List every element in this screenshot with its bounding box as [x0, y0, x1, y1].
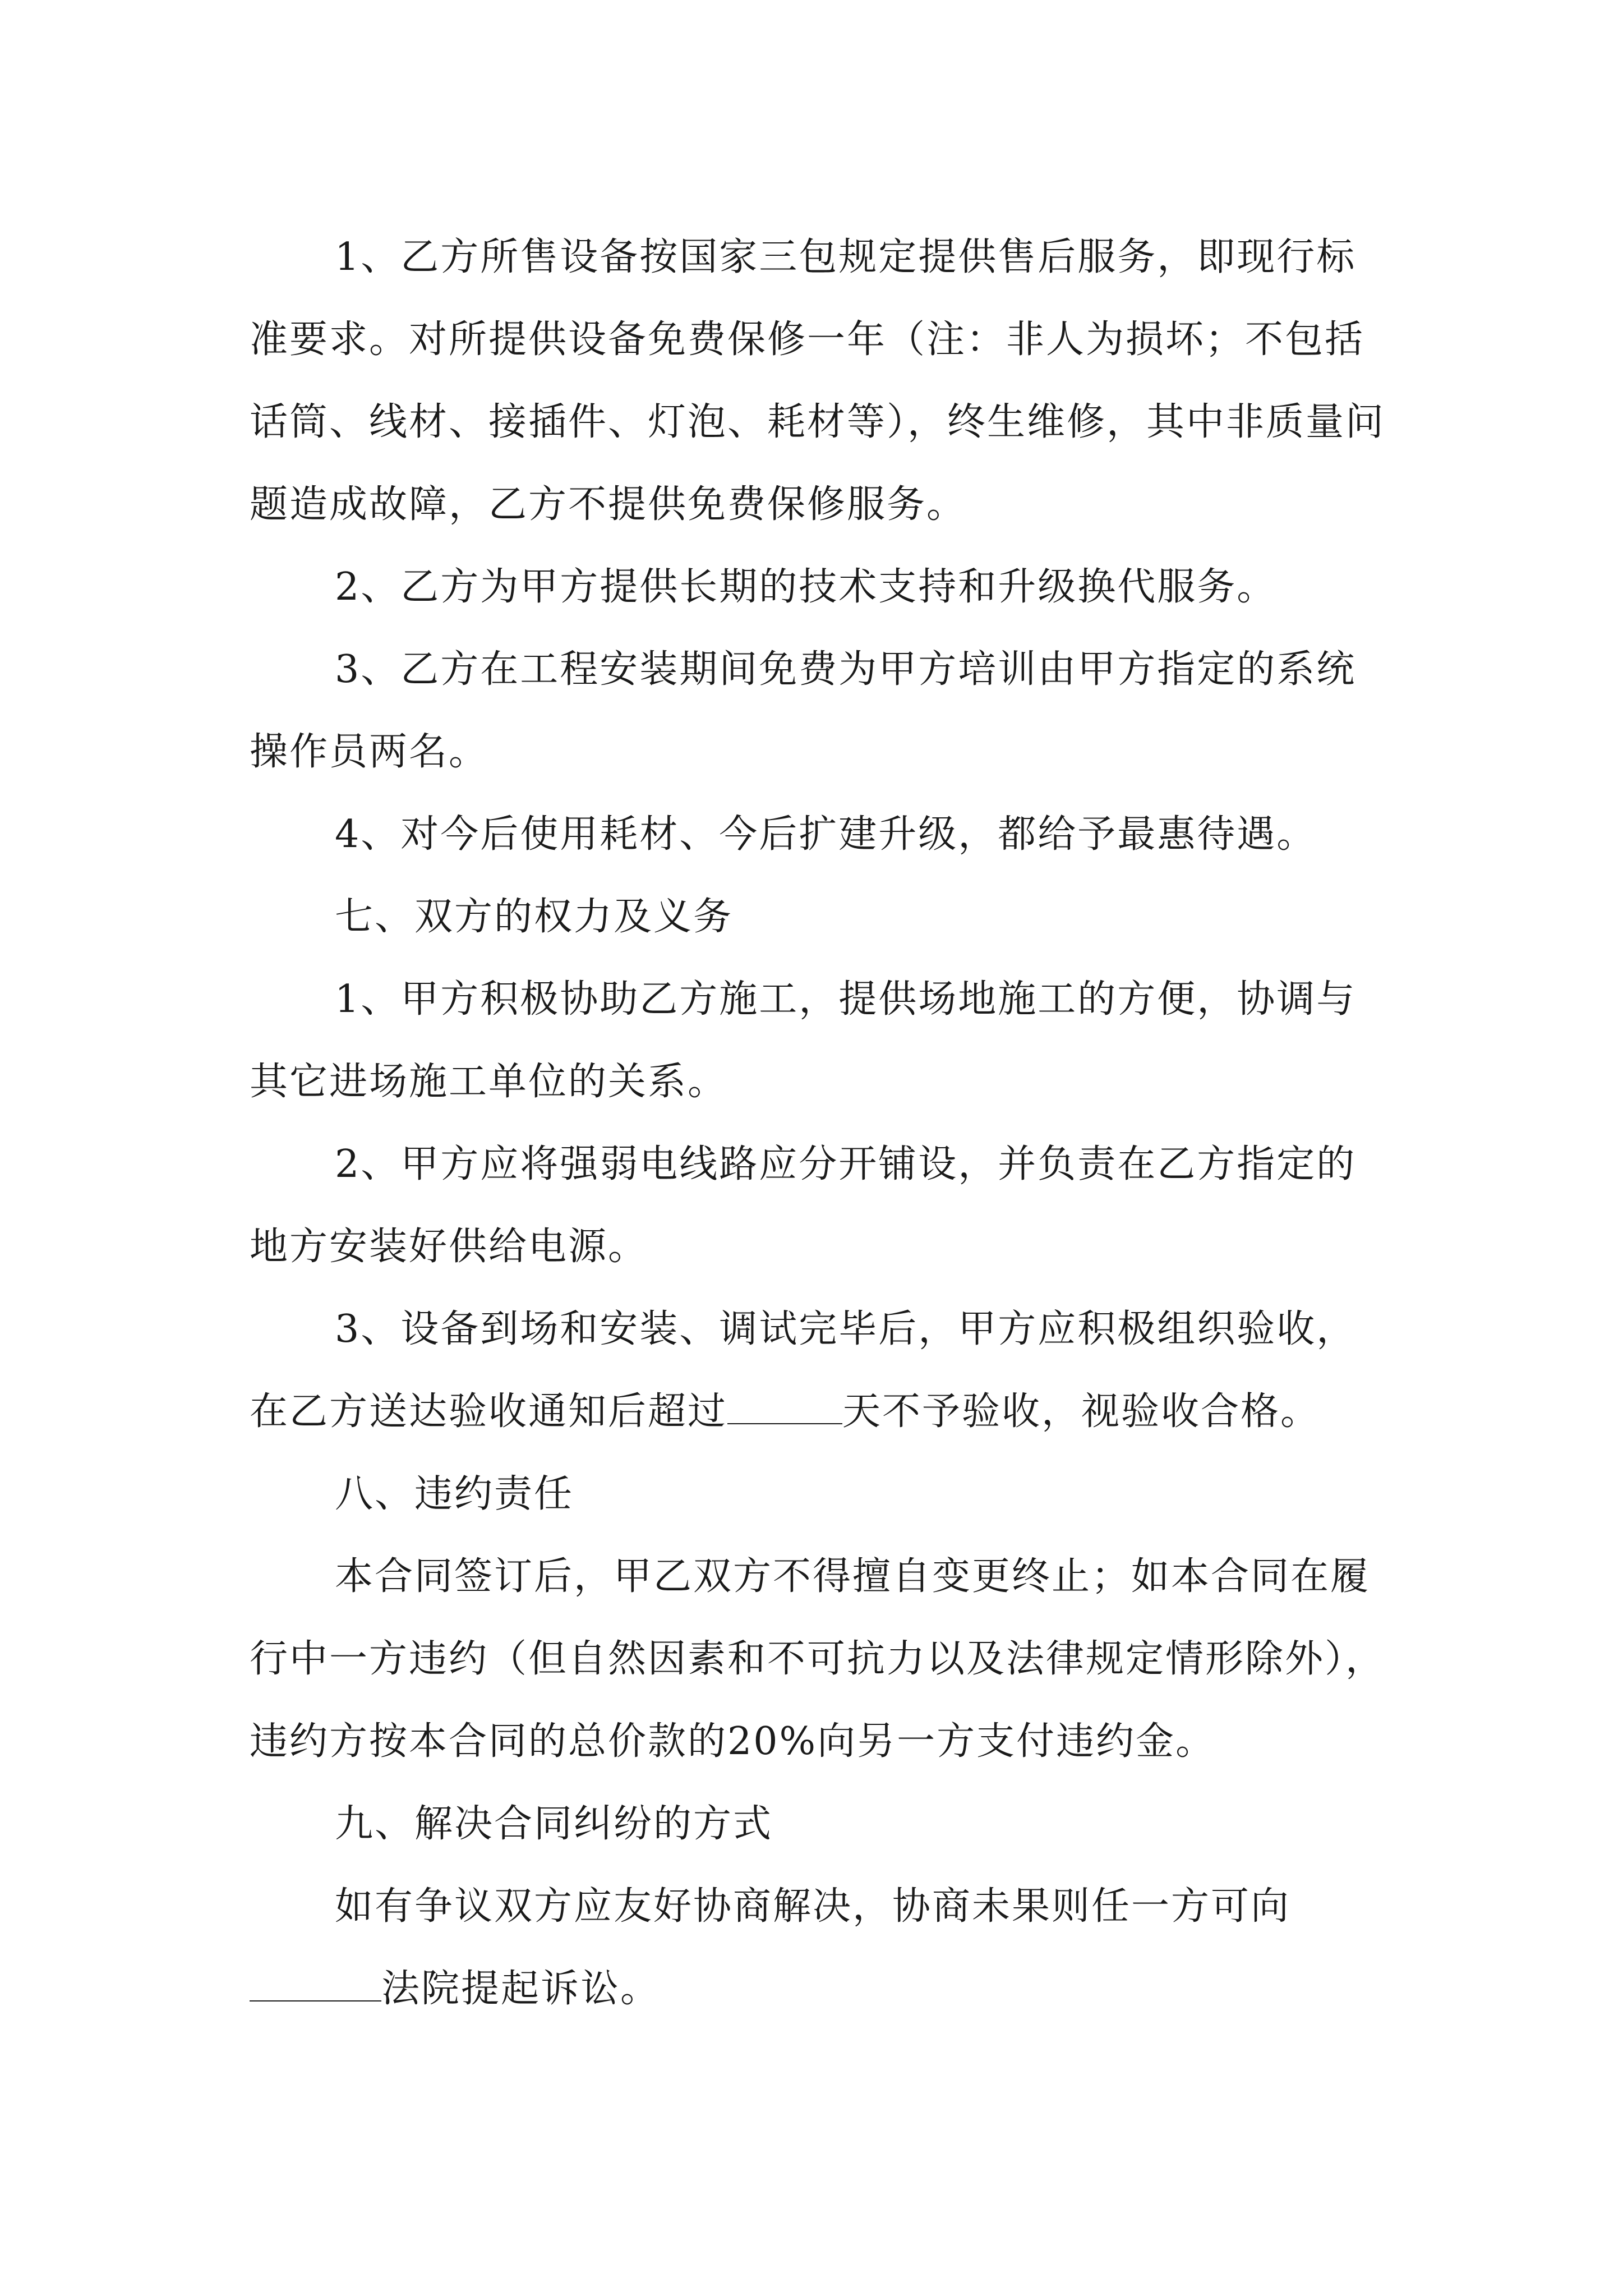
paragraph-dispute-negotiation: 如有争议双方应友好协商解决，协商未果则任一方可向 [335, 1884, 1291, 1929]
acceptance-text-start: 3、设备到场和安装、调试完毕后，甲方应积极组织验收，在乙方送达验收通知后超过 [250, 1307, 1357, 1434]
paragraph-power-lines: 2、甲方应将强弱电线路应分开铺设，并负责在乙方指定的地方安装好供给电源。 [250, 1142, 1357, 1269]
paragraph-party-a-assist: 1、甲方积极协助乙方施工，提供场地施工的方便，协调与其它进场施工单位的关系。 [250, 977, 1357, 1104]
document-body [250, 216, 1394, 2030]
paragraph-court-filing [250, 1948, 1394, 2030]
court-blank-line [250, 1968, 381, 2001]
paragraph-operator-training: 3、乙方在工程安装期间免费为甲方培训由甲方指定的系统操作员两名。 [250, 647, 1357, 774]
paragraph-acceptance [250, 1288, 1394, 1453]
paragraph-breach-penalty: 本合同签订后，甲乙双方不得擅自变更终止；如本合同在履行中一方违约（但自然因素和不可抗力以及法律规定情形除外），违约方按本合同的总价款的20%向另一方支付违约金。 [250, 1554, 1386, 1764]
court-filing-text: 法院提起诉讼。 [381, 1967, 661, 2011]
acceptance-text-end: 天不予验收，视验收合格。 [842, 1389, 1321, 1434]
days-blank-line [727, 1391, 842, 1424]
section-heading-dispute-resolution: 九、解决合同纠纷的方式 [335, 1802, 773, 1846]
paragraph-after-sales-service: 1、乙方所售设备按国家三包规定提供售后服务，即现行标准要求。对所提供设备免费保修一年（注：非人为损坏；不包括话筒、线材、接插件、灯泡、耗材等），终生维修，其中非质量问题造成故障，乙方不提供免费保修服务。 [250, 235, 1386, 527]
section-heading-rights-obligations: 七、双方的权力及义务 [335, 895, 734, 939]
paragraph-preferential-treatment: 4、对今后使用耗材、今后扩建升级，都给予最惠待遇。 [335, 812, 1317, 857]
section-heading-breach-liability: 八、违约责任 [335, 1472, 574, 1516]
paragraph-technical-support: 2、乙方为甲方提供长期的技术支持和升级换代服务。 [335, 565, 1277, 609]
